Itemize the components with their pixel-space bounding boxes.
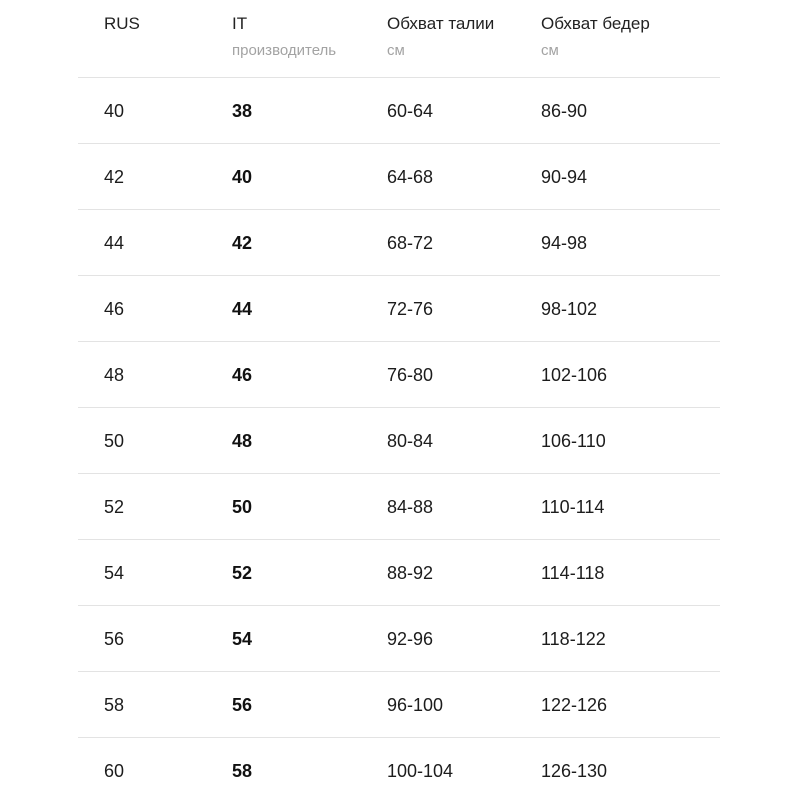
table-row <box>78 540 720 606</box>
cell-it: 44 <box>232 298 253 319</box>
cell-waist: 68-72 <box>387 232 434 253</box>
cell-waist: 60-64 <box>387 100 434 121</box>
cell-hip: 118-122 <box>541 628 606 649</box>
cell-waist: 92-96 <box>387 628 434 649</box>
cell-waist: 84-88 <box>387 496 434 517</box>
cell-hip: 126-130 <box>541 761 608 781</box>
header-hip-subtitle: см <box>541 42 559 59</box>
cell-waist: 96-100 <box>387 694 444 715</box>
header-rus <box>78 0 232 77</box>
cell-rus: 52 <box>104 496 125 517</box>
header-hip-title: Обхват бедер <box>541 14 650 33</box>
header-waist-title: Обхват талии <box>387 14 495 33</box>
table-row <box>78 672 720 738</box>
cell-waist: 88-92 <box>387 562 434 583</box>
cell-rus: 56 <box>104 628 125 649</box>
cell-it: 52 <box>232 562 253 583</box>
header-it-subtitle: производитель <box>232 42 337 59</box>
cell-rus: 44 <box>104 232 125 253</box>
cell-rus: 58 <box>104 694 125 715</box>
table-row <box>78 276 720 342</box>
cell-waist: 72-76 <box>387 298 434 319</box>
cell-waist: 100-104 <box>387 761 454 781</box>
table-row <box>78 78 720 144</box>
table-row <box>78 210 720 276</box>
cell-it: 46 <box>232 364 253 385</box>
cell-rus: 50 <box>104 430 125 451</box>
cell-it: 50 <box>232 496 253 517</box>
cell-hip: 114-118 <box>541 562 605 583</box>
cell-waist: 80-84 <box>387 430 434 451</box>
cell-rus: 40 <box>104 100 125 121</box>
cell-it: 56 <box>232 694 253 715</box>
header-rus-title: RUS <box>104 14 140 33</box>
table-row <box>78 474 720 540</box>
table-row <box>78 408 720 474</box>
cell-it: 42 <box>232 232 253 253</box>
cell-waist: 64-68 <box>387 166 434 187</box>
cell-hip: 102-106 <box>541 364 608 385</box>
cell-hip: 122-126 <box>541 694 608 715</box>
header-it <box>232 0 387 77</box>
cell-hip: 94-98 <box>541 232 588 253</box>
cell-rus: 48 <box>104 364 125 385</box>
cell-rus: 42 <box>104 166 125 187</box>
cell-hip: 86-90 <box>541 100 588 121</box>
header-hip <box>541 0 720 77</box>
cell-hip: 98-102 <box>541 298 598 319</box>
table-row <box>78 342 720 408</box>
table-row <box>78 606 720 672</box>
cell-it: 58 <box>232 761 253 781</box>
cell-it: 38 <box>232 100 253 121</box>
table-row <box>78 738 720 804</box>
cell-hip: 110-114 <box>541 496 605 517</box>
table-header-row <box>78 0 720 78</box>
header-it-title: IT <box>232 14 248 33</box>
cell-hip: 90-94 <box>541 166 588 187</box>
cell-it: 54 <box>232 628 253 649</box>
table-row <box>78 144 720 210</box>
cell-rus: 54 <box>104 562 125 583</box>
header-waist-subtitle: см <box>387 42 405 59</box>
cell-it: 40 <box>232 166 253 187</box>
cell-rus: 60 <box>104 761 125 781</box>
cell-rus: 46 <box>104 298 125 319</box>
cell-waist: 76-80 <box>387 364 434 385</box>
cell-it: 48 <box>232 430 253 451</box>
size-chart-table <box>78 0 720 804</box>
cell-hip: 106-110 <box>541 430 606 451</box>
header-waist <box>387 0 541 77</box>
